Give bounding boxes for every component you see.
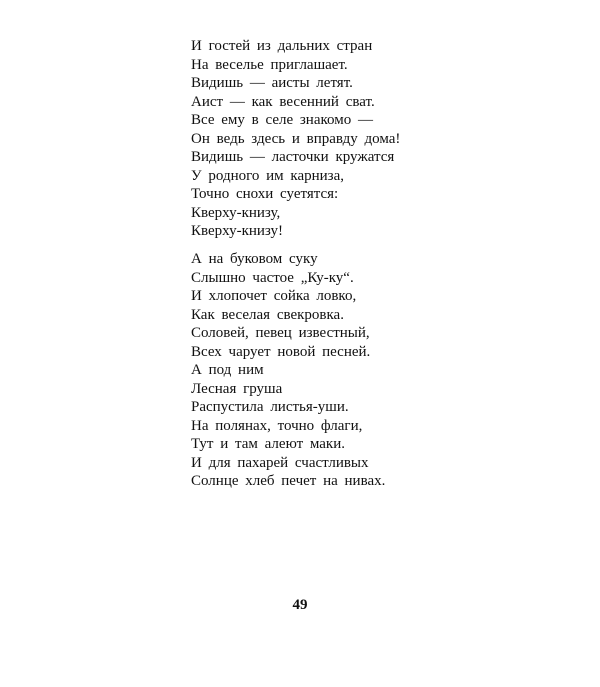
poem-line: Соловей, певец известный, [191,325,370,341]
poem-line: И гостей из дальних стран [191,38,373,54]
poem-line: А на буковом суку [191,251,318,267]
poem-line: Тут и там алеют маки. [191,436,345,452]
poem-line: Видишь — аисты летят. [191,75,353,91]
poem-line: У родного им карниза, [191,167,345,184]
poem-line: Он ведь здесь и вправду дома! [191,130,401,147]
poem-line: Кверху-книзу, [191,204,281,221]
poem-line: И для пахарей счастливых [191,454,369,471]
page-number: 49 [292,597,308,613]
poem-line: Аист — как весенний сват. [191,93,375,110]
poem-line: Солнце хлеб печет на нивах. [191,473,386,489]
poem-line: Лесная груша [191,380,283,397]
stanza-1 [191,37,400,241]
poem-line: Слышно частое „Ку-ку“. [191,269,354,286]
poem-line: На веселье приглашает. [191,56,348,73]
poem-line: И хлопочет сойка ловко, [191,288,357,304]
poem-line: Видишь — ласточки кружатся [191,149,395,165]
poem-line: А под ним [191,362,264,378]
stanza-2 [191,250,385,491]
poem-line: Точно снохи суетятся: [191,186,339,202]
poem-line: Распустила листья-уши. [191,399,349,415]
poem-line: Как веселая свекровка. [191,306,344,323]
poem-line: Все ему в селе знакомо — [191,112,373,128]
poem-line: Кверху-книзу! [191,223,284,239]
poem-line: На полянах, точно флаги, [191,417,363,434]
poem-line: Всех чарует новой песней. [191,343,371,360]
